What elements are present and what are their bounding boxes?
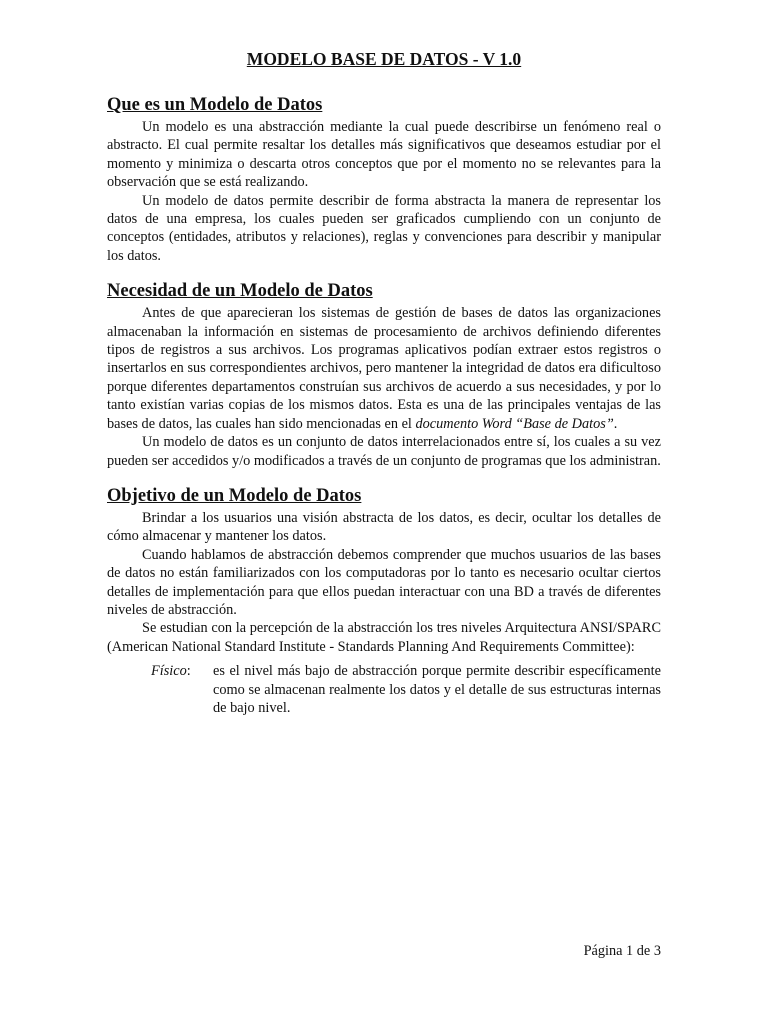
paragraph (107, 304, 661, 433)
section-heading-que-es: Que es un Modelo de Datos (107, 95, 323, 115)
definition-text: es el nivel más bajo de abstracción porque permite describir específicamente como se almacenan realmente los datos y el detalle de sus estructuras internas de bajo nivel. (213, 663, 661, 716)
paragraph: Un modelo de datos permite describir de forma abstracta la manera de representar los datos de una empresa, los cuales pueden ser graficados cumpliendo con un conjunto de conceptos (entidades, atributos y relaciones), reglas y convenciones para describir y manipular los datos. (107, 192, 661, 264)
definition-term (107, 662, 213, 717)
paragraph-end: . (613, 415, 618, 432)
paragraph: Brindar a los usuarios una visión abstracta de los datos, es decir, ocultar los detalles de cómo almacenar y mantener los datos. (107, 509, 661, 545)
paragraph: Cuando hablamos de abstracción debemos comprender que muchos usuarios de las bases de datos no están familiarizados con los computadoras por lo tanto es necesario ocultar ciertos detalles de implementación para que ellos puedan interactuar con una BD a través de diferentes niveles de abstracción. (107, 546, 661, 618)
document-reference: documento Word “Base de Datos” (415, 415, 614, 432)
document-body (107, 92, 661, 717)
section-heading-objetivo: Objetivo de un Modelo de Datos (107, 485, 362, 506)
page-number-footer: Página 1 de 3 (583, 943, 661, 959)
definition-item-fisico (107, 662, 661, 717)
paragraph: Un modelo es una abstracción mediante la cual puede describirse un fenómeno real o abstracto. El cual permite resaltar los detalles más significativos que deseamos estudiar por el momento y minimiza o descarta otros conceptos que por el momento no se relevantes para la observación que se está realizando. (107, 119, 661, 191)
definition-term-label: Físico (151, 663, 187, 680)
section-heading-necesidad: Necesidad de un Modelo de Datos (107, 281, 373, 302)
document-title: MODELO BASE DE DATOS - V 1.0 (246, 49, 522, 69)
definition-term-colon: : (186, 663, 191, 680)
paragraph: Se estudian con la percepción de la abstracción los tres niveles Arquitectura ANSI/SPARC (American National Standard Institute - Standards Planning And Requirements Committee): (107, 620, 661, 655)
paragraph: Un modelo de datos es un conjunto de datos interrelacionados entre sí, los cuales a su vez pueden ser accedidos y/o modificados a través de un conjunto de programas que los administran. (107, 434, 661, 469)
paragraph-text: Antes de que aparecieran los sistemas de gestión de bases de datos las organizaciones almacenaban la información en sistemas de procesamiento de archivos definiendo diferentes tipos de registros a sus archivos. Los programas aplicativos podían extraer estos registros o insertarlos en sus correspondientes archivos, pero mantener la integridad de datos era dificultoso porque diferentes departamentos construían sus archivos de acuerdo a sus necesidades, y por lo tanto existían varias copias de los mismos datos. Esta es una de las principales ventajas de las bases de datos, las cuales han sido mencionadas en el (107, 305, 661, 432)
